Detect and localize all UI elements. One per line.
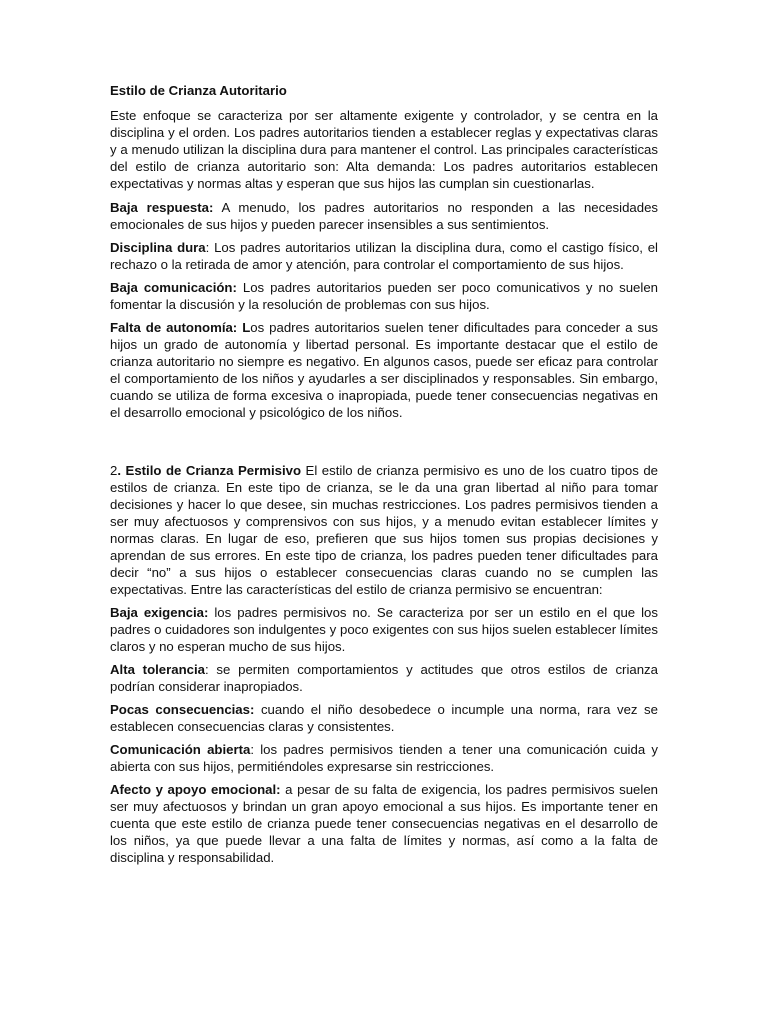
- section2-intro-text: El estilo de crianza permisivo es uno de los cuatro tipos de estilos de crianza. En este tipo de crianza, se le da una gran libertad al niño para tomar decisiones y hacer lo que desee, sin muchas restricciones. Los padres permisivos tienden a ser muy afectuosos y comprensivos con sus hijos, y a menudo evitan establecer límites y normas claras. En lugar de eso, prefieren que sus hijos tomen sus propias decisiones y aprendan de sus errores. En este tipo de crianza, los padres pueden tener dificultades para decir “no” a sus hijos o establecer consecuencias claras cuando no se cumplen las expectativas. Entre las características del estilo de crianza permisivo se encuentran:: [110, 463, 658, 597]
- section1-item-disciplina-dura: [110, 239, 658, 273]
- item-term: Alta tolerancia: [110, 662, 205, 677]
- section2-intro: [110, 462, 658, 598]
- section2-item-pocas-consecuencias: [110, 701, 658, 735]
- item-term: Baja exigencia:: [110, 605, 209, 620]
- section1-title: Estilo de Crianza Autoritario: [110, 83, 287, 98]
- item-term: Comunicación abierta: [110, 742, 251, 757]
- item-text: A menudo, los padres autoritarios no responden a las necesidades emocionales de sus hijos y pueden parecer insensibles a sus sentimientos.: [110, 200, 659, 232]
- item-term: Pocas consecuencias:: [110, 702, 255, 717]
- section-spacer: [110, 427, 658, 462]
- section2-number: 2: [110, 463, 118, 478]
- section1-item-baja-respuesta: [110, 199, 658, 233]
- item-text: cuando el niño desobedece o incumple una norma, rara vez se establecen consecuencias claras y consistentes.: [110, 702, 658, 734]
- section2-item-baja-exigencia: [110, 604, 658, 655]
- item-text: : Los padres autoritarios utilizan la disciplina dura, como el castigo físico, el rechazo o la retirada de amor y atención, para controlar el comportamiento de sus hijos.: [110, 240, 658, 272]
- item-text: a pesar de su falta de exigencia, los padres permisivos suelen ser muy afectuosos y brindan un gran apoyo emocional a sus hijos. Es importante tener en cuenta que este estilo de crianza puede tener consecuencias negativas en el desarrollo de los niños, ya que puede llevar a una falta de límites y normas, así como a la falta de disciplina y responsabilidad.: [110, 782, 658, 865]
- item-text: os padres autoritarios suelen tener dificultades para conceder a sus hijos un grado de autonomía y libertad personal. Es importante destacar que el estilo de crianza autoritario no siempre es negativo. En algunos casos, puede ser eficaz para controlar el comportamiento de los niños y ayudarles a ser disciplinados y responsables. Sin embargo, cuando se utiliza de forma excesiva o inapropiada, puede tener consecuencias negativas en el desarrollo emocional y psicológico de los niños.: [110, 320, 659, 420]
- item-text: Los padres autoritarios pueden ser poco comunicativos y no suelen fomentar la discusión y la resolución de problemas con sus hijos.: [110, 280, 658, 312]
- item-term: Baja respuesta:: [110, 200, 214, 215]
- section2-heading: . Estilo de Crianza Permisivo: [117, 463, 302, 478]
- document-page: [110, 82, 658, 872]
- section1-intro: Este enfoque se caracteriza por ser altamente exigente y controlador, y se centra en la disciplina y el orden. Los padres autoritarios tienden a establecer reglas y expectativas claras y a menudo utilizan la disciplina dura para mantener el control. Las principales características del estilo de crianza autoritario son: Alta demanda: Los padres autoritarios establecen expectativas y normas altas y esperan que sus hijos las cumplan sin cuestionarlas.: [110, 108, 658, 191]
- section1-item-baja-comunicacion: [110, 279, 658, 313]
- item-text: : se permiten comportamientos y actitudes que otros estilos de crianza podrían considerar inapropiados.: [110, 662, 658, 694]
- item-term: Falta de autonomía: L: [110, 320, 251, 335]
- item-term: Baja comunicación:: [110, 280, 237, 295]
- section2-item-alta-tolerancia: [110, 661, 658, 695]
- section2-item-comunicacion-abierta: [110, 741, 658, 775]
- item-text: los padres permisivos no. Se caracteriza por ser un estilo en el que los padres o cuidadores son indulgentes y poco exigentes con sus hijos suelen establecer límites claros y no esperan mucho de sus hijos.: [110, 605, 658, 654]
- item-term: Afecto y apoyo emocional:: [110, 782, 281, 797]
- item-term: Disciplina dura: [110, 240, 206, 255]
- item-text: : los padres permisivos tienden a tener una comunicación cuida y abierta con sus hijos, permitiéndoles expresarse sin restricciones.: [110, 742, 658, 774]
- section2-item-afecto-apoyo: [110, 781, 658, 866]
- section1-item-falta-autonomia: [110, 319, 658, 421]
